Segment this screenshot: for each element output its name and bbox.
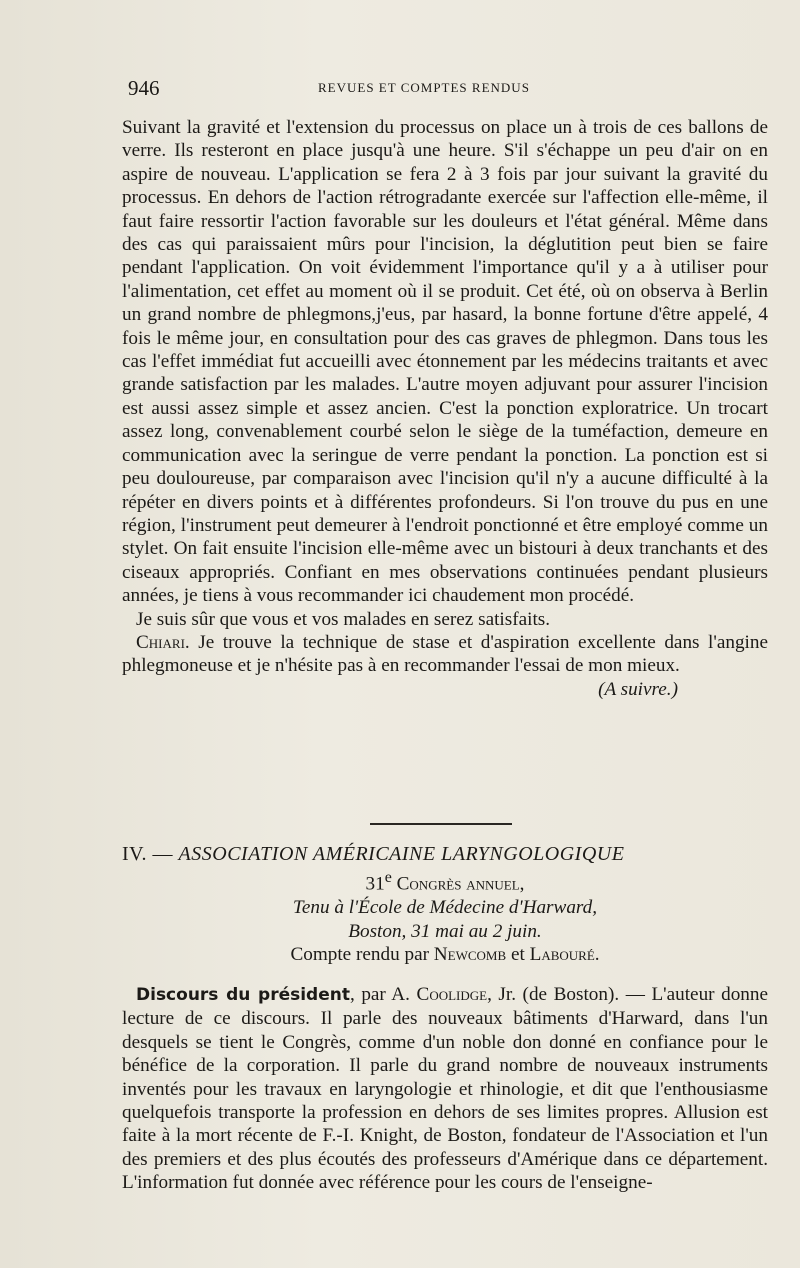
page-header: [128, 76, 768, 106]
discours-heading: Discours du président: [136, 985, 350, 1005]
running-head: REVUES ET COMPTES RENDUS: [318, 80, 530, 95]
compte-rendu-line: [122, 943, 768, 966]
paragraph-chiari: [122, 631, 768, 678]
congres-number: 31: [365, 873, 385, 895]
a-suivre: (A suivre.): [598, 678, 678, 700]
section-heading: [122, 843, 768, 966]
paragraph-technique: Suivant la gravité et l'extension du processus on place un à trois de ces ballons de verre. Ils resteront en place jusqu'à une heure. S'il s'échappe un peu d'air on en aspire de nouveau. L'application se fera 2 à 3 fois par jour suivant la gravité du processus. En dehors de l'action rétrogradante exercée sur l'affection elle-même, il faut faire ressortir l'action favorable sur les douleurs et l'état général. Même dans des cas qui paraissaient mûrs pour l'incision, la déglutition peut bien se faire pendant l'application. On voit évidemment l'importance qu'il y a à utiliser pour l'alimentation, cet effet au moment où il se produit. Cet été, où on observa à Berlin un grand nombre de phlegmons,j'eus, par hasard, la bonne fortune d'être appelé, 4 fois le même jour, en consultation pour des cas graves de phlegmon. Dans tous les cas l'effet immédiat fut accueilli avec étonnement par les médecins traitants et avec grande satisfaction par les malades. L'autre moyen adjuvant pour assurer l'incision est aussi assez simple et assez ancien. C'est la ponction exploratrice. Un trocart assez long, convenablement courbé selon le siège de la tuméfaction, demeure en communication avec la seringue de verre pendant la ponction. La ponction est si peu douloureuse, par comparaison avec l'incision qu'il n'y a aucune difficulté à la répéter en divers points et à différentes profondeurs. Si l'on trouve du pus en une région, l'instrument peut demeurer à l'endroit ponctionné et être employé comme un stylet. On fait ensuite l'incision elle-même avec un bistouri à deux tranchants et des ciseaux appropriés. Confiant en mes observations continuées pendant plusieurs années, je tiens à vous recommander ici chaudement mon procédé.: [122, 117, 768, 607]
congres-line: [122, 866, 768, 896]
discours-by: , par A.: [349, 984, 417, 1005]
author-laboure: Labouré: [529, 944, 595, 966]
paragraph-discours: [122, 983, 768, 1195]
discours-text: , Jr. (de Boston). — L'auteur donne lecture de ce discours. Il parle des nouveaux bâtiments d'Harward, dans l'un desquels se tient le Congrès, comme d'un noble don donné en confiance pour le bénéfice de la corporation. Il parle du grand nombre de nouveaux instruments inventés pour les travaux en laryngologie et rhinologie, et dit que l'enthousiasme quelquefois transporte la profession en dehors de ses limites propres. Allusion est faite à la mort récente de F.-I. Knight, de Boston, fondateur de l'Association et l'un des premiers et des plus écoutés des professeurs d'Amérique dans ce département. L'information fut donnée avec référence pour les cours de l'enseigne-: [122, 984, 768, 1194]
section-title-text: ASSOCIATION AMÉRICAINE LARYNGOLOGIQUE: [178, 843, 625, 865]
congres-text: Congrès annuel,: [391, 873, 525, 895]
section-divider: [370, 823, 512, 825]
author-newcomb: Newcomb: [433, 944, 507, 966]
compte-et: et: [506, 944, 530, 966]
paragraph-conclusion: Je suis sûr que vous et vos malades en serez satisfaits.: [136, 608, 551, 630]
venue-line-1: Tenu à l'École de Médecine d'Harward,: [292, 897, 598, 919]
venue-line-2: Boston, 31 mai au 2 juin.: [348, 920, 542, 942]
page-number: 946: [128, 76, 160, 100]
speaker-chiari: Chiari.: [136, 631, 190, 653]
author-coolidge: Coolidge: [416, 984, 488, 1005]
section-title: [122, 843, 768, 866]
section-numeral: IV. —: [122, 843, 179, 865]
congres-superscript: e: [384, 869, 392, 887]
compte-prefix: Compte rendu par: [290, 944, 434, 966]
body-text: [122, 116, 768, 700]
discours-section: [122, 983, 768, 1195]
compte-end: .: [594, 944, 600, 966]
chiari-remark: Je trouve la technique de stase et d'aspiration excellente dans l'angine phlegmoneuse et je n'hésite pas à en recommander l'essai de mon mieux.: [122, 631, 768, 677]
